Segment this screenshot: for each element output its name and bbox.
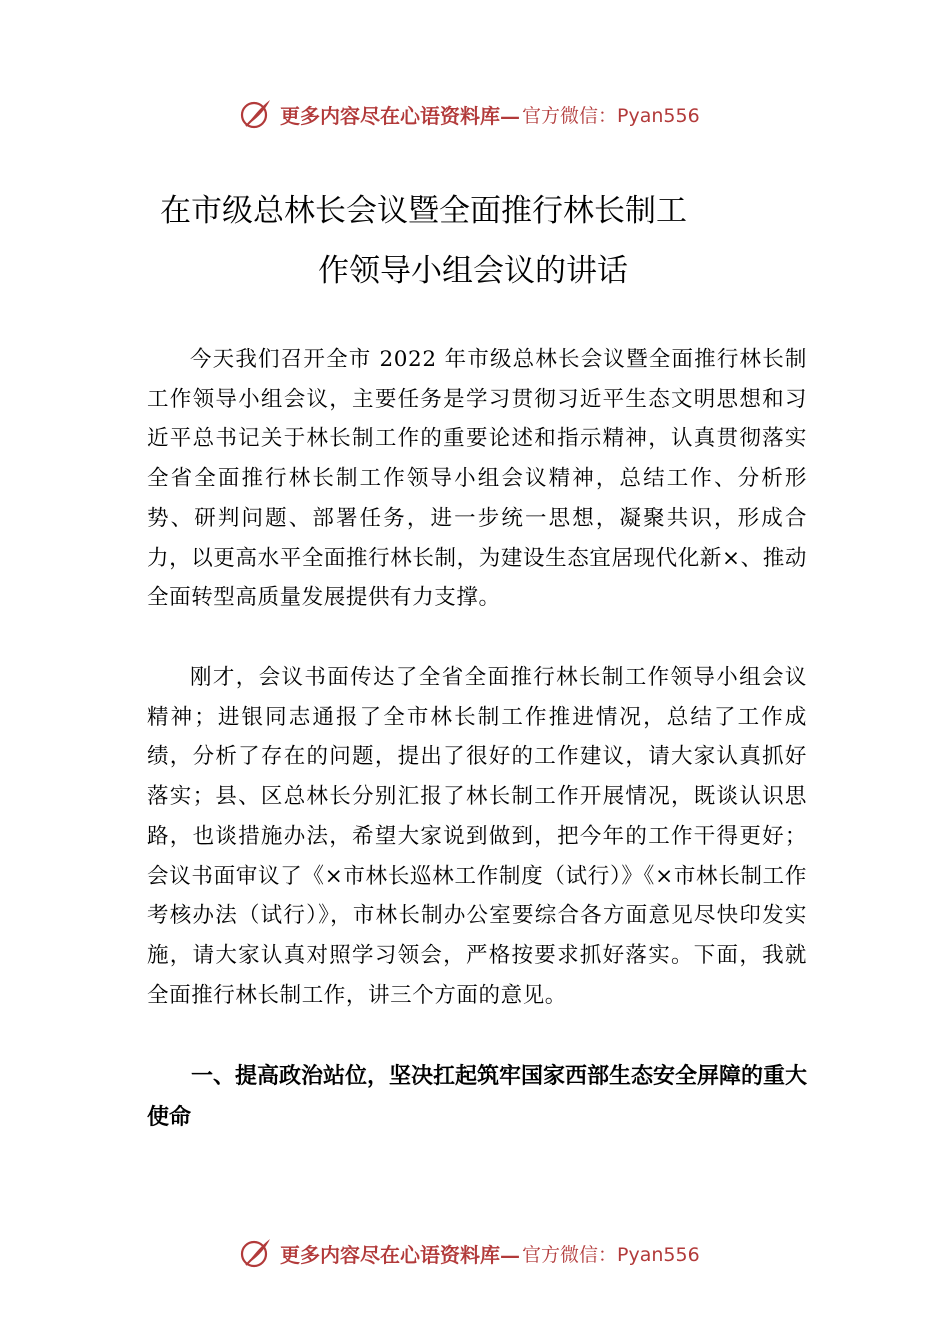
paragraph-2: 刚才，会议书面传达了全省全面推行林长制工作领导小组会议精神；进银同志通报了全市林长制工作推进情况，总结了工作成绩，分析了存在的问题，提出了很好的工作建议，请大家认真抓好落实；县、区总林长分别汇报了林长制工作开展情况，既谈认识思路，也谈措施办法，希望大家说到做到，把今年的工作干得更好；会议书面审议了《×市林长巡林工作制度（试行）》《×市林长制工作考核办法（试行）》，市林长制办公室要综合各方面意见尽快印发实施，请大家认真对照学习领会，严格按要求抓好落实。下面，我就全面推行林长制工作，讲三个方面的意见。 <box>147 665 807 1008</box>
quill-logo-icon <box>238 96 274 132</box>
footer-banner <box>0 1233 950 1273</box>
quill-logo-icon <box>238 1235 274 1271</box>
section-heading-1: 一、提高政治站位，坚决扛起筑牢国家西部生态安全屏障的重大使命 <box>147 1064 808 1130</box>
header-banner <box>0 94 950 134</box>
brand-text: 更多内容尽在心语资料库— <box>280 1242 520 1267</box>
wechat-id: 官方微信：Pyan556 <box>522 1243 700 1266</box>
wechat-id: 官方微信：Pyan556 <box>522 104 700 127</box>
brand-text: 更多内容尽在心语资料库— <box>280 103 520 128</box>
paragraph-1: 今天我们召开全市 2022 年市级总林长会议暨全面推行林长制工作领导小组会议，主要任务是学习贯彻习近平生态文明思想和习近平总书记关于林长制工作的重要论述和指示精神，认真贯彻落实全省全面推行林长制工作领导小组会议精神，总结工作、分析形势、研判问题、部署任务，进一步统一思想，凝聚共识，形成合力，以更高水平全面推行林长制，为建设生态宜居现代化新×、推动全面转型高质量发展提供有力支撑。 <box>147 347 807 611</box>
